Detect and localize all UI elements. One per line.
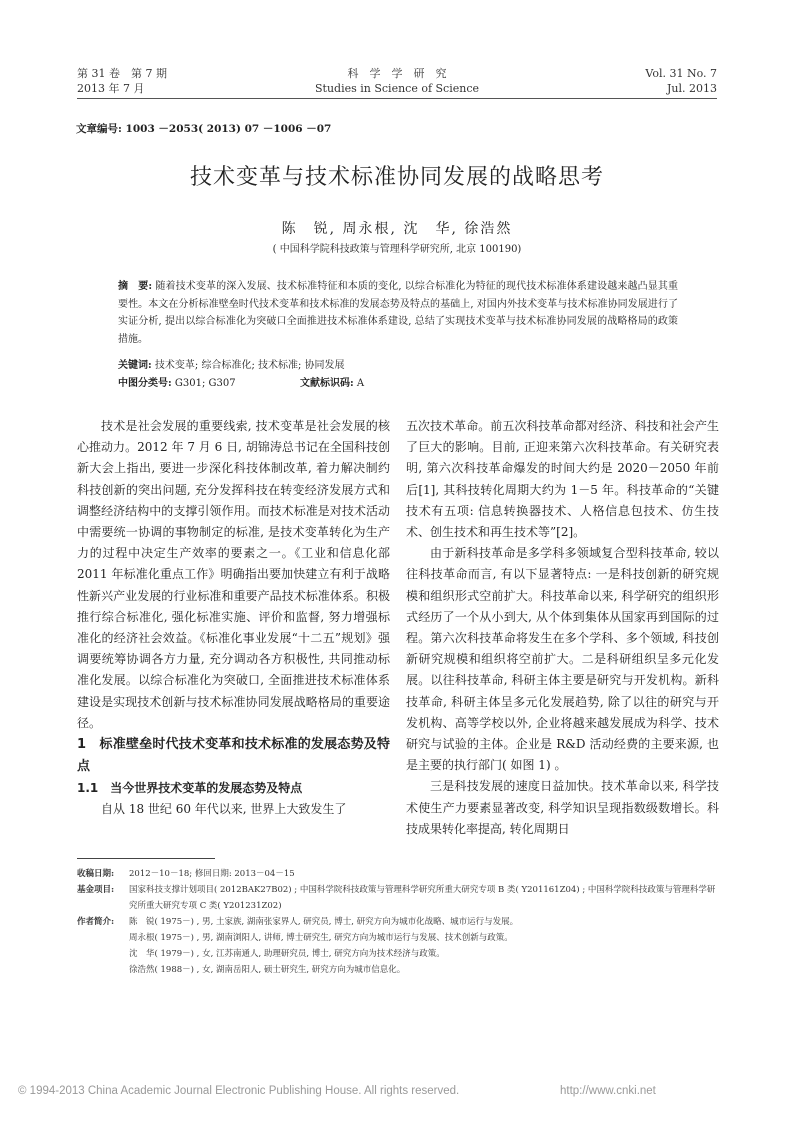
received-dates: 2012－10－18; 修回日期: 2013－04－15 — [129, 869, 295, 879]
author-bio: 周永根( 1975－) , 男, 湖南浏阳人, 讲师, 博士研究生, 研究方向为城市运行与发展、技术创新与政策。 — [129, 933, 513, 943]
author-bio: 陈 锐( 1975－) , 男, 土家族, 湖南张家界人, 研究员, 博士, 研究方向为城市化战略、城市运行与发展。 — [129, 917, 519, 927]
footnote-rule — [77, 858, 215, 859]
paper-title: 技术变革与技术标准协同发展的战略思考 — [189, 165, 604, 190]
publication-date: 2013 年 7 月 — [77, 82, 145, 95]
abstract-label: 摘 要: — [118, 281, 153, 292]
keywords-label: 关键词: — [118, 360, 152, 371]
fund-label: 基金项目: — [77, 885, 115, 895]
article-number: 文章编号: 1003 －2053( 2013) 07 －1006 －07 — [76, 123, 332, 135]
subsection-heading: 1.1 当今世界技术变革的发展态势及特点 — [77, 781, 303, 796]
received-label: 收稿日期: — [77, 869, 115, 879]
journal-volume-en — [645, 66, 717, 96]
author-bio: 沈 华( 1979－) , 女, 江苏南通人, 助理研究员, 博士, 研究方向为技术经济与政策。 — [129, 949, 445, 959]
paragraph: 五次技术革命。前五次科技革命都对经济、科技和社会产生了巨大的影响。目前, 正迎来第六次科技革命。有关研究表明, 第六次科技革命爆发的时间大约是 2020－2050 年前后[1], 其科技转化周期大约为 1－5 年。科技革命的“关键技术有五项: 信息转换器技术、人格信息包技术、仿生技术、创生技术和再生技术等”[2]。 — [406, 419, 719, 540]
body-column-right — [406, 416, 719, 840]
header-rule — [77, 98, 717, 99]
clc-text: G301; G307 — [174, 378, 236, 389]
paragraph: 三是科技发展的速度日益加快。技术革命以来, 科学技术使生产力要素显著改变, 科学知识呈现指数级数增长。科技成果转化率提高, 转化周期日 — [406, 779, 719, 836]
author-list: 陈 锐, 周永根, 沈 华, 徐浩然 — [281, 221, 513, 237]
abstract — [118, 278, 678, 348]
keywords-text: 技术变革; 综合标准化; 技术标准; 协同发展 — [154, 360, 345, 371]
fund-text: 国家科技支撑计划项目( 2012BAK27B02) ; 中国科学院科技政策与管理科学研究所重大研究专项 B 类( Y201161Z04) ; 中国科学院科技政策与管理科学研究所重大研究专项 C 类( Y201231Z02) — [129, 885, 716, 911]
abstract-text: 随着技术变革的深入发展、技术标准特征和本质的变化, 以综合标准化为特征的现代技术标准体系建设越来越凸显其重要性。本文在分析标准壁垒时代技术变革和技术标准的发展态势及特点的基础上, 对国内外技术变革与技术标准协同发展进行了实证分析, 提出以综合标准化为突破口全面推进技术标准体系建设, 总结了实现技术变革与技术标准协同发展的战略格局的政策措施。 — [118, 281, 678, 345]
doc-code-text: A — [356, 378, 365, 389]
clc-number — [118, 374, 236, 389]
author-bio: 徐浩然( 1988－) , 女, 湖南岳阳人, 硕士研究生, 研究方向为城市信息化。 — [129, 965, 406, 975]
body-column-left — [77, 416, 390, 820]
keywords — [118, 356, 345, 371]
volume-issue: 第 31 卷 第 7 期 — [77, 67, 167, 80]
author-bio-label: 作者简介: — [77, 917, 115, 927]
footnotes — [77, 866, 722, 978]
copyright-notice: © 1994-2013 China Academic Journal Electronic Publishing House. All rights reserved. — [18, 1085, 460, 1097]
affiliation: ( 中国科学院科技政策与管理科学研究所, 北京 100190) — [272, 244, 522, 255]
paragraph: 技术是社会发展的重要线索, 技术变革是社会发展的核心推动力。2012 年 7 月 6 日, 胡锦涛总书记在全国科技创新大会上指出, 要进一步深化科技体制改革, 着力解决制约科技创新的突出问题, 充分发挥科技在转变经济发展方式和调整经济结构中的支撑引领作用。而技术标准是对技术活动中需要统一协调的事物制定的标准, 是技术变革转化为生产力的过程中决定生产效率的要素之一。《工业和信息化部 2011 年标准化重点工作》明确指出要加快建立有利于战略性新兴产业发展的行业标准和重要产品技术标准体系。积极推行综合标准化, 强化标准实施、评价和监督, 努力增强标准化的经济社会效益。《标准化事业发展“十二五”规划》强调要统筹协调各方力量, 充分调动各方积极性, 共同推动标准化发展。以综合标准化为突破口, 全面推进技术标准体系建设是实现技术创新与技术标准协同发展战略格局的重要途径。 — [77, 419, 390, 730]
journal-volume-info — [77, 66, 167, 96]
paragraph: 由于新科技革命是多学科多领域复合型科技革命, 较以往科技革命而言, 有以下显著特点: 一是科技创新的研究规模和组织形式空前扩大。科技革命以来, 科学研究的组织形式经历了一个从小到大, 从个体到集体从国家再到国际的过程。第六次科技革命将发生在多个学科、多个领域, 科技创新研究规模和组织将空前扩大。二是科研组织呈多元化发展。以往科技革命, 科研主体主要是研究与开发机构。新科技革命, 科研主体呈多元化发展趋势, 除了以往的研究与开发机构、高等学校以外, 企业将越来越发展成为科学、技术研究与试验的主体。企业是 R&D 活动经费的主要来源, 也是主要的执行部门( 如图 1) 。 — [406, 546, 719, 773]
journal-title-en: Studies in Science of Science — [315, 82, 479, 95]
journal-title-cn: 科 学 学 研 究 — [347, 67, 447, 80]
volume-issue-en: Vol. 31 No. 7 — [645, 67, 717, 80]
cnki-link[interactable]: http://www.cnki.net — [560, 1085, 656, 1097]
clc-label: 中图分类号: — [118, 378, 172, 389]
section-heading: 1 标准壁垒时代技术变革和技术标准的发展态势及特点 — [77, 737, 390, 775]
paragraph: 自从 18 世纪 60 年代以来, 世界上大致发生了 — [101, 802, 347, 817]
document-code — [300, 374, 364, 389]
publication-date-en: Jul. 2013 — [667, 82, 717, 95]
doc-code-label: 文献标识码: — [300, 378, 354, 389]
journal-name — [297, 66, 497, 96]
